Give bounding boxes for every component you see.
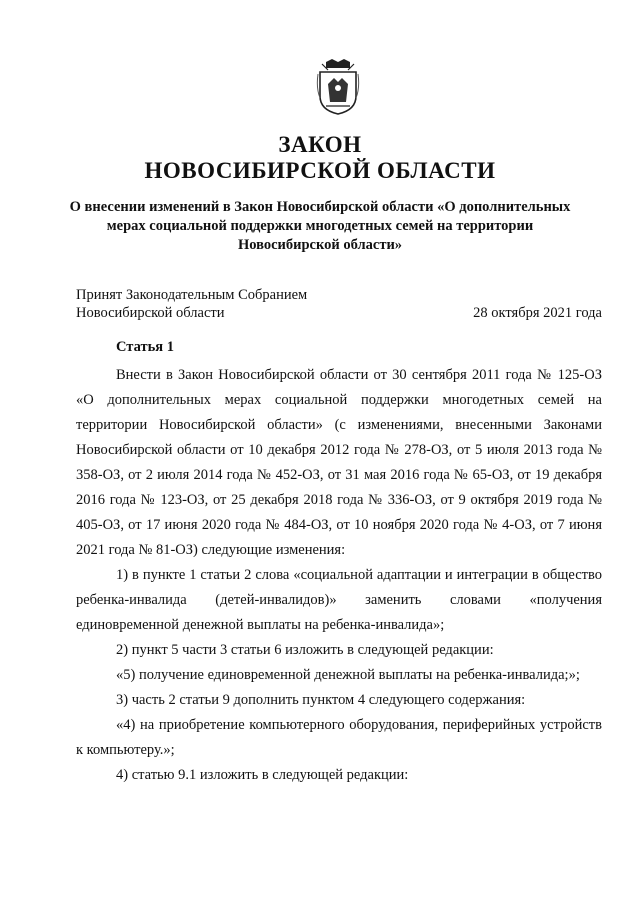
paragraph: «4) на приобретение компьютерного оборудования, периферийных устройств к компьютеру.»; — [76, 717, 602, 758]
paragraph: 4) статью 9.1 изложить в следующей редакции: — [116, 767, 409, 783]
adoption-line-2: Новосибирской области — [76, 305, 225, 321]
paragraph: «5) получение единовременной денежной выплаты на ребенка-инвалида;»; — [116, 667, 580, 683]
paragraph: Внести в Закон Новосибирской области от 30 сентября 2011 года № 125-ОЗ «О дополнительных мерах социальной поддержки многодетных семей на территории Новосибирской области» (с изменениями, внесенными Законами Новосибирской области от 10 декабря 2012 года № 278-ОЗ, от 5 июля 2013 года № 358-ОЗ, от 2 июля 2014 года № 452-ОЗ, от 31 мая 2016 года № 65-ОЗ, от 19 декабря 2016 года № 123-ОЗ, от 25 декабря 2018 года № 336-ОЗ, от 9 октября 2019 года № 405-ОЗ, от 17 июня 2020 года № 484-ОЗ, от 10 ноября 2020 года № 4-ОЗ, от 7 июня 2021 года № 81-ОЗ) следующие изменения: — [76, 367, 602, 558]
adoption-date: 28 октября 2021 года — [473, 305, 602, 321]
paragraph: 2) пункт 5 части 3 статьи 6 изложить в следующей редакции: — [116, 642, 494, 658]
region-title: НОВОСИБИРСКОЙ ОБЛАСТИ — [144, 158, 496, 183]
article-heading: Статья 1 — [116, 339, 174, 355]
adoption-info — [76, 286, 307, 322]
law-subtitle: О внесении изменений в Закон Новосибирской области «О дополнительных мерах социальной поддержки многодетных семей на территории Новосибирской области» — [69, 199, 571, 253]
law-title: ЗАКОН — [278, 132, 362, 157]
article-body — [76, 363, 602, 788]
paragraph: 3) часть 2 статьи 9 дополнить пунктом 4 следующего содержания: — [116, 692, 526, 708]
coat-of-arms-icon — [316, 58, 360, 116]
paragraph: 1) в пункте 1 статьи 2 слова «социальной адаптации и интеграции в общество ребенка-инвалида (детей-инвалидов)» заменить словами «получения единовременной денежной выплаты на ребенка-инвалида»; — [76, 567, 602, 633]
adoption-line-1: Принят Законодательным Собранием — [76, 287, 308, 303]
